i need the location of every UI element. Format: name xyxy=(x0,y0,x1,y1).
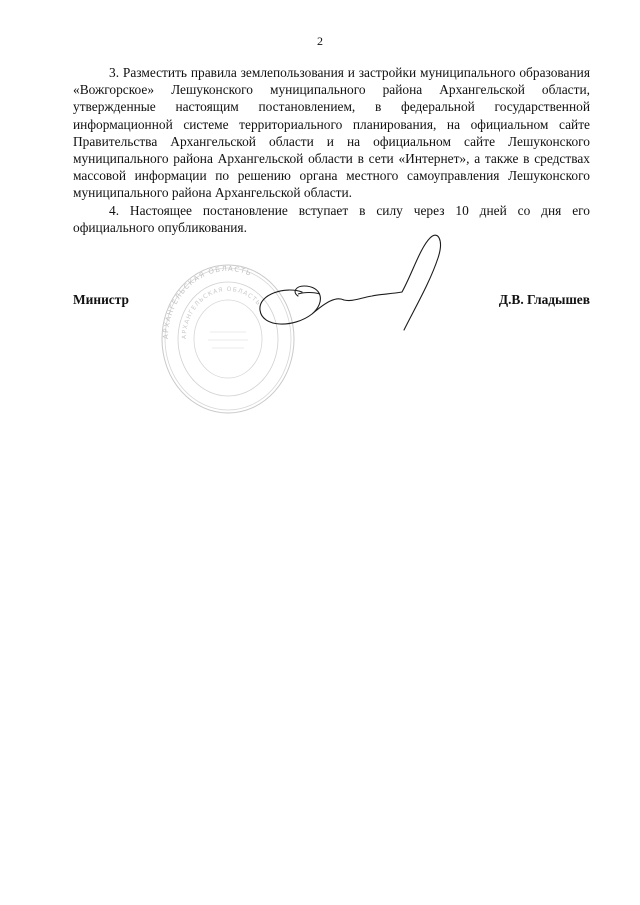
paragraph-3: 3. Разместить правила землепользования и застройки муниципального образования «Вожгорское» Лешуконского муниципального района Архангельской области, утвержденные настоящим постановлением, в федеральной государственной информационной системе территориального планирования, на официальном сайте Правительства Архангельской области и на официальном сайте Лешуконского муниципального района Архангельской области в сети «Интернет», а также в средствах массовой информации по решению органа местного самоуправления Лешуконского муниципального района Архангельской области. xyxy=(73,65,590,201)
page-number: 2 xyxy=(317,34,323,48)
stamp-inner-text: АРХАНГЕЛЬСКАЯ ОБЛАСТЬ xyxy=(180,285,263,340)
paragraph-4: 4. Настоящее постановление вступает в силу через 10 дней со дня его официального опубликования. xyxy=(73,202,590,235)
handwritten-signature xyxy=(240,230,450,340)
stamp-outer-text: АРХАНГЕЛЬСКАЯ ОБЛАСТЬ xyxy=(161,264,254,340)
signatory-name: Д.В. Гладышев xyxy=(498,292,590,307)
document-body xyxy=(73,64,590,236)
signatory-title: Министр xyxy=(73,292,129,307)
